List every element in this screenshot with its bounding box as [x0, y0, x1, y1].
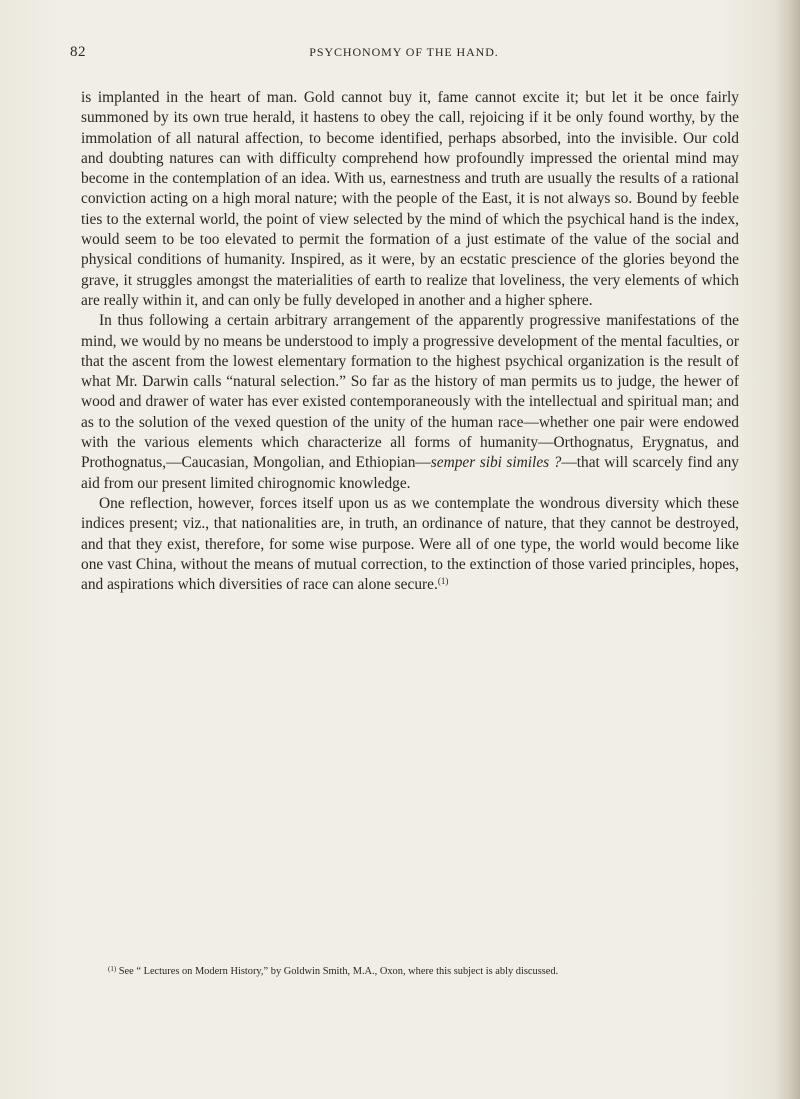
footnote — [108, 965, 748, 978]
running-title: PSYCHONOMY OF THE HAND. — [309, 45, 499, 59]
paragraph-2-text-end: —that will scarcely find any aid from our present limited chirognomic knowledge. — [81, 454, 740, 492]
footnote-reference: (1) — [437, 576, 449, 587]
paragraph-2 — [81, 311, 739, 494]
page-edge-shadow — [774, 0, 800, 1099]
page-header — [70, 44, 738, 64]
footnote-mark: (1) — [108, 965, 117, 973]
paragraph-3 — [81, 494, 739, 595]
paragraph-1: is implanted in the heart of man. Gold cannot buy it, fame cannot excite it; but let it be once fairly summoned by its own true herald, it hastens to obey the call, rejoicing if it be only found worthy, by the immolation of all natural affection, to become identified, perhaps absorbed, into the invisible. Our cold and doubting natures can with difficulty comprehend how profoundly impressed the oriental mind may become in the contemplation of an idea. With us, earnestness and truth are usually the results of a rational conviction acting on a high moral nature; with the people of the East, it is not always so. Bound by feeble ties to the external world, the point of view selected by the mind of which the psychical hand is the index, would seem to be too elevated to permit the formation of a just estimate of the value of the social and physical conditions of humanity. Inspired, as it were, by an ecstatic prescience of the glories beyond the grave, it struggles amongst the materialities of earth to realize that loveliness, the very elements of which are really within it, and can only be fully developed in another and a higher sphere. — [81, 89, 739, 309]
paragraph-2-text: In thus following a certain arbitrary arrangement of the apparently progressive manifestations of the mind, we would by no means be understood to imply a progressive development of the mental faculties, or that the ascent from the lowest elementary formation to the highest psychical organization is the result of what Mr. Darwin calls “natural selection.” So far as the history of man permits us to judge, the hewer of wood and drawer of water has ever existed contemporaneously with the intellectual and spiritual man; and as to the solution of the vexed question of the unity of the human race—whether one pair were endowed with the various elements which characterize all forms of humanity—Orthognatus, Erygnatus, and Prothognatus,—Caucasian, Mongolian, and Ethiopian— — [81, 312, 739, 472]
footnote-text: See “ Lectures on Modern History,” by Goldwin Smith, M.A., Oxon, where this subject is ably discussed. — [118, 966, 559, 977]
page-number: 82 — [70, 44, 86, 60]
body-text — [81, 88, 739, 595]
paragraph-3-text: One reflection, however, forces itself upon us as we contemplate the wondrous diversity which these indices present; viz., that nationalities are, in truth, an ordinance of nature, that they cannot be destroyed, and that they exist, therefore, for some wise purpose. Were all of one type, the world would become like one vast China, without the means of mutual correction, to the extinction of those varied principles, hopes, and aspirations which diversities of race can alone secure. — [81, 494, 739, 594]
italic-latin-phrase: semper sibi similes ? — [430, 454, 562, 472]
